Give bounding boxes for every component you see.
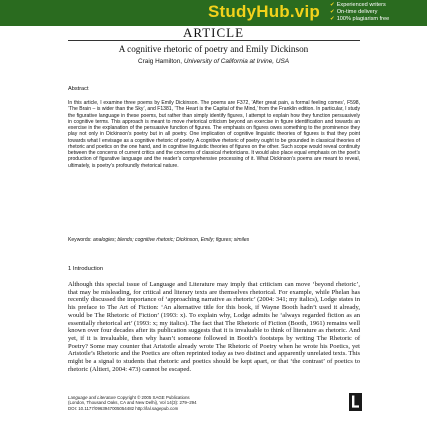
perk-item: ✔ 100% plagiarism free <box>330 16 390 22</box>
abstract-text: In this article, I examine three poems by Emily Dickinson. The poems are F372, ‘After great pain, a formal feeling comes’, F598, ‘The Brain – is wider than the Sky’, and F1381, ‘The Heart is the Capital of the Mind,’ from the Franklin edition. In particular, I study the figurative language in these poems, but rather than simply identify figures, I attempt to explain how they function persuasively in cognitive terms. This approach is meant to move rhetorical criticism beyond an exercise in figure identification and towards an exercise in the explanation of the persuasive function of figures. The emphasis on figures owes something to the prominence they play not only in Dickinson’s poetry but in all poetry. One implication of cognitive linguistic theories of figures is that they point towards what I envisage as a cognitive rhetoric of poetry. A cognitive rhetoric of poetry ought to be grounded in classical theories of rhetoric and poetics on the one hand, and in cognitive linguistic theories of figures on the other. Such scope would reveal continuity between the concerns of current critics and the concerns of classical rhetoricians. It would also place equal emphasis on the poet’s production of figurative language and the reader’s comprehensive processing of it. What Dickinson’s poems are meant to reveal, ultimately, is poetry’s profoundly rhetorical nature. <box>68 100 360 169</box>
section-label: ARTICLE <box>182 25 245 40</box>
check-icon: ✔ <box>330 2 335 8</box>
perk-item: ✔ On-time delivery <box>330 9 378 15</box>
footer-volume: (London, Thousand Oaks, CA and New Delhi), Vol 14(3): 279–294 <box>68 400 197 406</box>
perks-list <box>330 2 389 23</box>
header-divider <box>68 40 360 41</box>
check-icon: ✔ <box>330 16 335 22</box>
intro-paragraph: Although this special issue of Language and Literature may imply that criticism can move ‘beyond rhetoric’, that may be misleading, for critical and literary texts are themselves rhetorical. For example, while Phelan has recently discussed the importance of ‘approaching narrative as rhetoric’ (2004: 341; my italics), Lodge states in his preface to The Art of Fiction: ‘An alternative title for this book, if Wayne Booth hadn’t used it already, would be The Rhetoric of Fiction’ (1993: x). To explain why, Lodge admits he ‘always regarded fiction as an essentially rhetorical art’ (1993: x; my italics). The fact that The Rhetoric of Fiction (Booth, 1961) remains well known over four decades after its publication suggests that it is invaluable to think of literature as rhetoric. And yet, if it is invaluable, then why hasn’t someone followed in Booth’s footsteps by writing The Rhetoric of Poetry? Some may counter that Aristotle already wrote The Rhetoric of Poetry when he wrote his Poetics, yet Aristotle’s Rhetoric and the Poetics are often reprinted today as two distinct and apparently unrelated texts. This might be a signal to students that rhetoric and poetics should be kept apart, or that ‘the contrast’ of poetics to rhetoric (Altieri, 2004: 473) cannot be escaped. <box>68 281 360 373</box>
section-heading: 1 Introduction <box>68 266 104 272</box>
author-line <box>0 58 427 65</box>
keywords-values: analogies; blends; cognitive rhetoric; Dickinson, Emily; figures; similes <box>92 237 250 243</box>
check-icon: ✔ <box>330 9 335 15</box>
journal-footer <box>68 395 197 411</box>
article-title: A cognitive rhetoric of poetry and Emily Dickinson <box>118 44 309 54</box>
author-affiliation: University of California at Irvine, USA <box>183 58 289 65</box>
publisher-logo-icon <box>349 393 362 411</box>
keywords-label: Keywords: <box>68 237 92 243</box>
footer-journal: Language and Literature <box>68 395 116 400</box>
perk-item: ✔ Experienced writers <box>330 2 386 8</box>
author-name: Craig Hamilton, <box>138 58 183 65</box>
brand-logo-text[interactable]: StudyHub.vip <box>208 2 320 21</box>
abstract-heading: Abstract <box>68 86 89 92</box>
keywords-line <box>68 237 360 243</box>
footer-doi: DOI: 10.1177/0963947005054482 http://lal.sagepub.com <box>68 405 179 411</box>
promo-banner[interactable] <box>0 0 427 26</box>
footer-publisher: Copyright © 2005 SAGE Publications <box>115 395 190 400</box>
